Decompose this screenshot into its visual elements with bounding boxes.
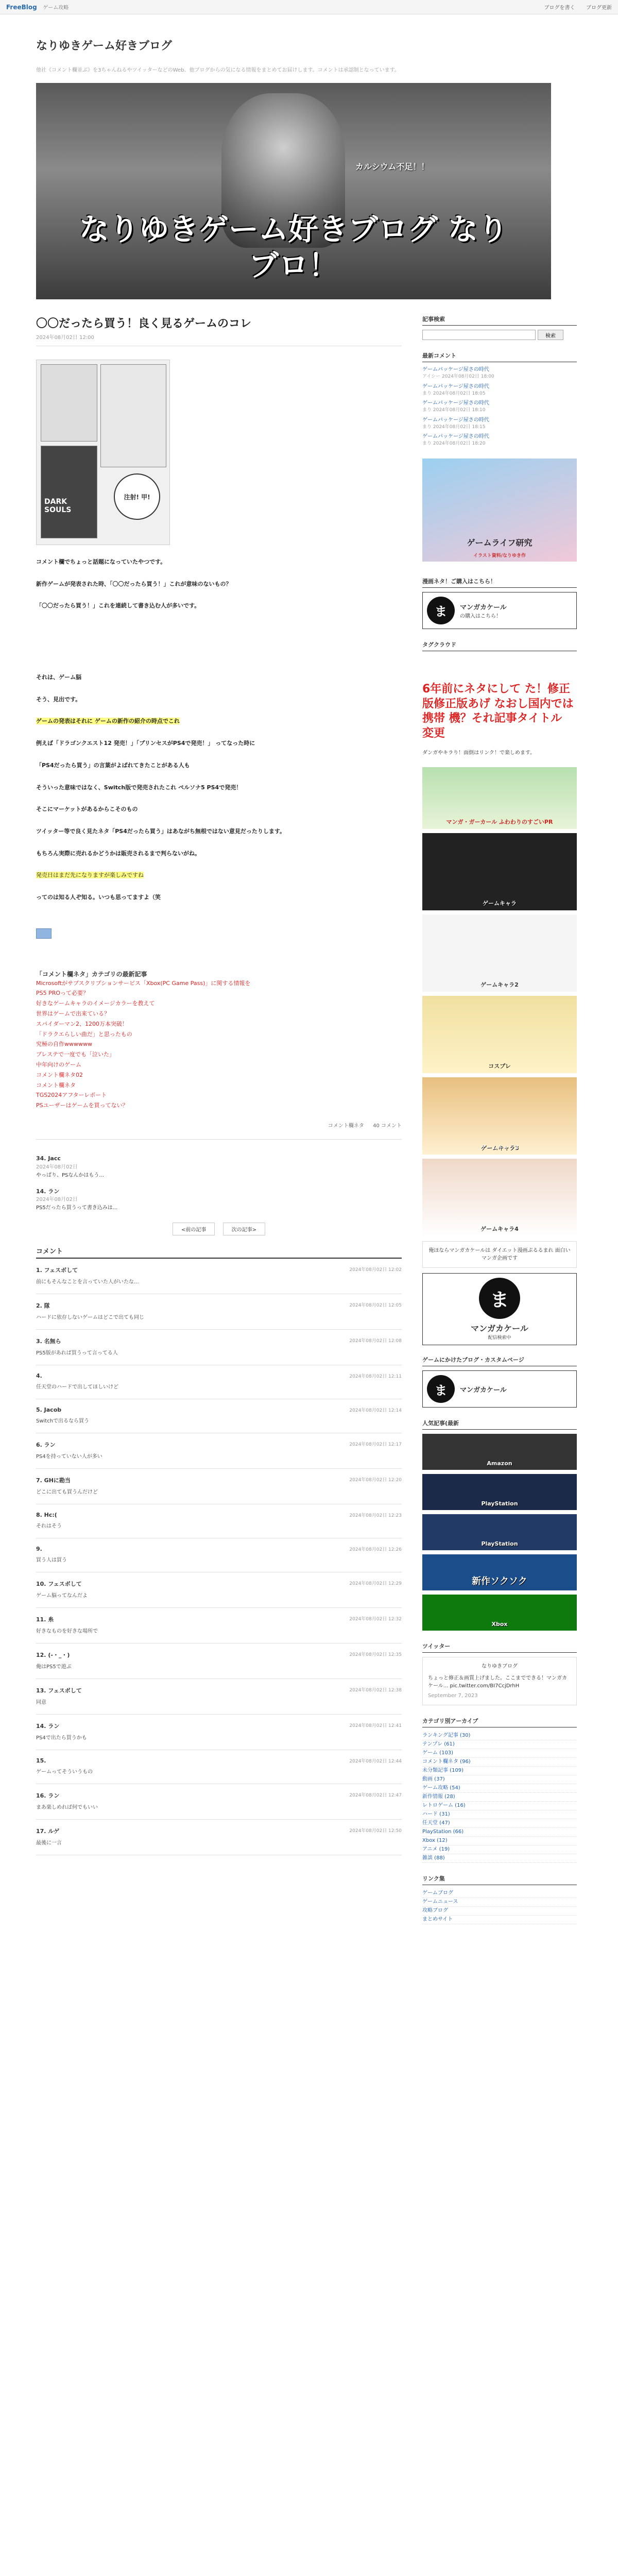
related-title: 「コメント欄ネタ」カテゴリの最新記事 (36, 970, 147, 978)
manga-kakeru-logo-icon: ま (427, 1375, 455, 1403)
ranking-caption: Xbox (491, 1621, 508, 1628)
category-link[interactable]: 動画 (37) (422, 1775, 577, 1784)
recent-comment-item[interactable] (422, 433, 577, 447)
recent-comment-title[interactable]: ゲームパッケージ屋さの時代 (422, 434, 489, 440)
manga-kakeru-large-logo[interactable] (422, 1273, 577, 1345)
ranking-caption: PlayStation (481, 1540, 518, 1548)
trackback-section (36, 1139, 402, 1212)
update-blog-link[interactable]: ブログ更新 (586, 5, 612, 11)
widget-title: タグクラウド (422, 640, 577, 651)
body-paragraph: 「PS4だったら買う」の言葉がよばれてきたことがある人も (36, 761, 190, 769)
comment-date: 2024年08月02日 12:44 (349, 1759, 402, 1765)
widget-title: ゲームにかけたブログ・カスタムページ (422, 1355, 577, 1366)
ranking-caption: 新作ソクソク (472, 1576, 527, 1587)
post-title[interactable]: 〇〇だったら買う！良く見るゲームのコレ (36, 317, 252, 330)
highlighted-text: 発売日はまだ先になりますが楽しみですね (36, 872, 144, 879)
comment-item (36, 1715, 402, 1750)
sidebar-thumbnail[interactable] (422, 914, 577, 992)
recent-comment-item[interactable] (422, 400, 577, 414)
highlight-red-text[interactable]: 6年前にネタにして た！修正版修正版あげ なおし国内では携帯 機？それ記事タイトル 変更 (422, 682, 574, 740)
manga-description: ダンガやキラり！面倒はリンク！で楽しめます。 (422, 750, 536, 756)
post-date: 2024年08月02日 12:00 (36, 333, 402, 346)
comment-author[interactable]: 2. 隊 (36, 1302, 50, 1310)
comment-item (36, 1294, 402, 1330)
trackback-text: PS5だったら買うって書き込みは... (36, 1205, 118, 1211)
sidebar-thumbnail[interactable] (422, 833, 577, 910)
comment-date: 2024年08月02日 12:35 (349, 1652, 402, 1658)
game-life-banner[interactable] (422, 459, 577, 562)
sidebar-thumbnail[interactable] (422, 996, 577, 1073)
body-paragraph (36, 871, 402, 880)
hero-banner[interactable] (36, 83, 551, 299)
comment-item (36, 1643, 402, 1679)
body-paragraph: 新作ゲームが発表された時、「〇〇だったら買う！」これが意味のないもの？ (36, 580, 232, 587)
comments-heading: コメント (36, 1246, 402, 1259)
comment-item (36, 1679, 402, 1715)
post-pager (36, 1223, 402, 1235)
blogroll-link[interactable]: 攻略ブログ (422, 1907, 577, 1916)
comment-date: 2024年08月02日 12:41 (349, 1723, 402, 1729)
category-link[interactable]: レトロゲーム (16) (422, 1802, 577, 1810)
body-paragraph (36, 717, 402, 726)
recent-comment-title[interactable]: ゲームパッケージ屋さの時代 (422, 367, 489, 372)
tag-cloud-widget (422, 640, 577, 756)
next-post-button[interactable]: 次の記事> (223, 1223, 265, 1235)
comment-text: PS5版があれば買うって言ってる人 (36, 1350, 118, 1357)
body-paragraph: ツイッター等で良く見たネタ「PS4だったら買う」はあながち無根ではない意見だったりします。 (36, 827, 285, 835)
comment-date: 2024年08月02日 12:50 (349, 1828, 402, 1834)
recent-comment-title[interactable]: ゲームパッケージ屋さの時代 (422, 400, 489, 406)
comment-item (36, 1820, 402, 1855)
comment-date: 2024年08月02日 12:05 (349, 1303, 402, 1309)
comment-author[interactable]: 13. フェスボして (36, 1687, 82, 1694)
related-link[interactable]: TGS2024アフターレポート (36, 1092, 107, 1099)
related-link[interactable]: プレステで一度でも「泣いた」 (36, 1051, 115, 1058)
category-link[interactable]: 任天堂 (47) (422, 1819, 577, 1828)
comment-date: 2024年08月02日 12:32 (349, 1617, 402, 1622)
thumbnail-caption: コスプレ (488, 1063, 511, 1070)
gaming-banner[interactable] (422, 1370, 577, 1408)
recent-comment-item[interactable] (422, 383, 577, 397)
ranking-item[interactable] (422, 1514, 577, 1550)
recent-comment-meta: まり 2024年08月02日 18:10 (422, 408, 486, 413)
links-widget (422, 1874, 577, 1924)
recent-comment-title[interactable]: ゲームパッケージ屋さの時代 (422, 417, 489, 423)
category-link[interactable]: コメント欄ネタ (96) (422, 1758, 577, 1767)
related-link[interactable]: コメント欄ネタ02 (36, 1071, 83, 1078)
comment-item (36, 1572, 402, 1608)
comment-author[interactable]: 14. ラン (36, 1723, 60, 1730)
comment-text: 任天堂のハードで出してほしいけど (36, 1384, 118, 1391)
related-link[interactable]: 中年向けのゲーム (36, 1061, 81, 1068)
widget-title: 最新コメント (422, 351, 577, 362)
top-bar (0, 0, 618, 14)
twitter-widget (422, 1642, 577, 1705)
ranking-widget (422, 1419, 577, 1631)
recent-comments-widget (422, 351, 577, 447)
broken-image-icon (36, 928, 52, 939)
related-link[interactable]: Microsoftがサブスクリプションサービス「Xbox(PC Game Pass)」に関する情報を (36, 979, 251, 987)
category-link[interactable]: テンプレ (61) (422, 1740, 577, 1749)
comment-author[interactable]: 6. ラン (36, 1442, 56, 1449)
comment-text: 前にもそんなことを言っていた人がいたな... (36, 1279, 139, 1285)
hero-title: なりゆきゲーム好きブログ なりブロ！ (79, 212, 508, 283)
comment-author[interactable]: 5. Jacob (36, 1406, 62, 1414)
manga-kakeru-sub: の購入はこちら！ (460, 613, 501, 619)
related-link[interactable]: PSユーザーはゲームを買ってない？ (36, 1102, 128, 1109)
manga-image (36, 360, 170, 545)
sidebar-thumbnail[interactable] (422, 767, 577, 829)
search-widget (422, 315, 577, 340)
comment-date: 2024年08月02日 12:38 (349, 1688, 402, 1693)
ranking-item[interactable] (422, 1434, 577, 1470)
tweet-card[interactable] (422, 1657, 577, 1705)
speech-bubble: 注射! 甲! (114, 473, 160, 520)
trackback-name[interactable]: 14. ラン (36, 1188, 60, 1195)
recent-comment-meta: まり 2024年08月02日 18:05 (422, 391, 486, 396)
comment-item (36, 1365, 402, 1399)
comment-item (36, 1469, 402, 1504)
blog-service-logo[interactable]: FreeBlog (6, 4, 37, 11)
body-paragraph: そこにマーケットがあるからこそのもの (36, 806, 138, 813)
comment-author[interactable]: 3. 名無ら (36, 1338, 61, 1345)
manga-kakeru-name: マンガカケール (460, 603, 507, 612)
prev-post-button[interactable]: <前の記事 (173, 1223, 215, 1235)
comment-date: 2024年08月02日 12:29 (349, 1581, 402, 1587)
category-link[interactable]: ゲーム (103) (422, 1749, 577, 1758)
category-link[interactable]: ランキング記事 (30) (422, 1732, 577, 1740)
comment-text: どこに出ても買うんだけど (36, 1489, 98, 1496)
manga-kakeru-banner[interactable] (422, 592, 577, 629)
comment-date: 2024年08月02日 12:23 (349, 1513, 402, 1519)
search-input[interactable] (422, 330, 536, 340)
comment-author[interactable]: 17. ルゲ (36, 1828, 60, 1835)
category-link[interactable]: アニメ (19) (422, 1845, 577, 1854)
related-link[interactable]: コメント欄ネタ (36, 1081, 76, 1089)
thumbnail-caption: ゲームキャラ4 (480, 1226, 519, 1233)
related-link[interactable]: PS5 PROって必要？ (36, 990, 89, 997)
recent-comment-meta: まり 2024年08月02日 18:15 (422, 424, 486, 430)
comment-text: Switchで出るなら買う (36, 1418, 90, 1425)
related-link[interactable]: 好きなゲームキャラのイメージカラーを教えて (36, 1000, 155, 1007)
twitter-user[interactable]: なりゆきブログ (482, 1664, 518, 1670)
comment-author[interactable]: 8. Hc:( (36, 1512, 57, 1519)
comments-list (36, 1259, 402, 1855)
recent-comment-item[interactable] (422, 417, 577, 431)
comment-author[interactable]: 4. (36, 1372, 42, 1380)
comment-text: ゲームってそういうもの (36, 1769, 93, 1775)
body-paragraph: もちろん実際に売れるかどうかは販売されるまで判らないがね。 (36, 850, 200, 857)
comment-date: 2024年08月02日 12:17 (349, 1442, 402, 1448)
comment-text: 俺はPS5で遊ぶ (36, 1664, 72, 1670)
banner-subcaption: イラスト資料/なりゆき作 (473, 553, 526, 558)
blogroll-link[interactable]: ゲームニュース (422, 1898, 577, 1907)
widget-title: カテゴリ別アーカイブ (422, 1717, 577, 1727)
comment-date: 2024年08月02日 12:47 (349, 1793, 402, 1799)
category-link[interactable]: 新作情報 (28) (422, 1793, 577, 1802)
category-link[interactable]: 未分類記事 (109) (422, 1767, 577, 1775)
category-link[interactable]: 雑談 (88) (422, 1854, 577, 1863)
manga-widget (422, 577, 577, 629)
banner-caption: ゲームライフ研究 (467, 537, 533, 548)
widget-title: リンク集 (422, 1874, 577, 1885)
comment-date: 2024年08月02日 12:11 (349, 1374, 402, 1380)
comment-author[interactable]: 16. ラン (36, 1792, 60, 1800)
comment-author[interactable]: 11. 糸 (36, 1616, 54, 1623)
comment-date: 2024年08月02日 12:20 (349, 1478, 402, 1483)
widget-title: 人気記事(最新 (422, 1419, 577, 1430)
thumbnail-caption: ゲームキャラ (483, 900, 517, 907)
comment-author[interactable]: 10. フェスボして (36, 1581, 82, 1588)
ranking-item[interactable] (422, 1595, 577, 1631)
recent-comment-item[interactable] (422, 366, 577, 380)
comment-text: 買う人は買う (36, 1557, 67, 1564)
comment-date: 2024年08月02日 12:02 (349, 1267, 402, 1273)
manga-panel-dark: DARK SOULS (41, 446, 97, 538)
body-paragraph: 例えば「ドラゴンクエスト12 発売！」「プリンセスがPS4で発売！」 ってなった時に (36, 740, 255, 747)
comment-item (36, 1784, 402, 1820)
comment-text: 同意 (36, 1700, 46, 1706)
main-column (36, 315, 402, 1936)
manga-kakeru-text-box[interactable]: 俺ほならマンガカケールは ダイエット漫画ぷるるまれ 面白いマンガ企画です (422, 1241, 577, 1268)
category-widget (422, 1717, 577, 1863)
comment-item (36, 1433, 402, 1469)
comment-text: ゲーム脳ってなんだよ (36, 1593, 88, 1599)
trackback-name[interactable]: 34. Jacc (36, 1155, 61, 1162)
widget-title: 記事検索 (422, 315, 577, 326)
recent-comment-meta: まり 2024年08月02日 18:20 (422, 441, 486, 447)
comment-author[interactable]: 7. GHに勘当 (36, 1477, 71, 1484)
comment-text: それはそう (36, 1523, 62, 1530)
comment-text: PS4を持っていない人が多い (36, 1454, 102, 1460)
comment-item (36, 1608, 402, 1643)
trackback-text: やっぱり、PSなんかはもう... (36, 1172, 104, 1178)
comment-text: 好きなものを好きな場所で (36, 1629, 98, 1635)
ranking-item[interactable] (422, 1554, 577, 1590)
gaming-widget (422, 1355, 577, 1408)
ranking-caption: PlayStation (481, 1500, 518, 1507)
comment-item (36, 1504, 402, 1538)
trackback-item (36, 1187, 402, 1213)
sidebar-thumbnail[interactable] (422, 1077, 577, 1155)
manga-kakeru-status: 配信検索中 (488, 1335, 511, 1341)
related-link[interactable]: 究極の自作wwwwww (36, 1041, 92, 1048)
comment-author[interactable]: 15. (36, 1757, 46, 1765)
manga-kakeru-name: マンガカケール (471, 1324, 528, 1334)
ranking-caption: Amazon (487, 1460, 512, 1467)
ranking-item[interactable] (422, 1474, 577, 1510)
body-paragraph: コメント欄でちょっと話題になっていたやつです。 (36, 558, 166, 565)
post-actions (36, 1121, 402, 1129)
recent-comment-meta: アイシー 2024年08月02日 18:00 (422, 374, 494, 379)
category-link[interactable]: ゲーム攻略 (54) (422, 1784, 577, 1793)
comment-author[interactable]: 12. (-・_・) (36, 1652, 70, 1659)
tweet-text: ちょっと修正＆画質上げました。ここまでできる！マンガカケール... pic.twitter.com/BI7CcjDrhH (428, 1675, 567, 1689)
body-paragraph: 「〇〇だったら買う！」これを連続して書き込む人が多いです。 (36, 602, 200, 609)
thumbnail-caption: ゲームキャラ3 (480, 1144, 519, 1151)
trackback-date: 2024年08月02日 (36, 1164, 78, 1170)
trackback-item (36, 1154, 402, 1180)
comment-item (36, 1259, 402, 1294)
category-link[interactable]: PlayStation (66) (422, 1828, 577, 1837)
body-paragraph: それは、ゲーム脳 (36, 674, 81, 681)
blogroll-link[interactable]: まとめサイト (422, 1916, 577, 1924)
manga-panel (100, 364, 166, 467)
comment-item (36, 1750, 402, 1784)
category-link[interactable]: コメント欄ネタ (328, 1123, 364, 1129)
post-body (36, 557, 402, 903)
body-paragraph: ってのは知る人ぞ知る。いつも思ってますよ（笑 (36, 893, 161, 901)
body-paragraph: そういった意味ではなく、Switch版で発売されたこれ ペルソナ5 PS4で発売！ (36, 784, 242, 791)
comment-date: 2024年08月02日 12:14 (349, 1408, 402, 1414)
blog-title[interactable]: なりゆきゲーム好きブログ (36, 40, 173, 53)
body-paragraph: そう、見出です。 (36, 696, 81, 703)
sidebar-thumbnail[interactable] (422, 1159, 577, 1236)
widget-title: 漫画ネタ！ご購入はこちら！ (422, 577, 577, 588)
search-button[interactable]: 検索 (538, 330, 563, 340)
trackback-date: 2024年08月02日 (36, 1197, 78, 1203)
manga-panel (41, 364, 97, 442)
widget-title: ツイッター (422, 1642, 577, 1653)
tweet-date: September 7, 2023 (428, 1693, 478, 1699)
hero-subtitle: カルシウム不足！！ (355, 162, 430, 172)
related-link[interactable]: スパイダーマン2、1200万本突破！ (36, 1020, 128, 1027)
comment-text: 最後に一言 (36, 1840, 62, 1846)
manga-kakeru-logo-icon: ま (427, 597, 455, 624)
related-link[interactable]: 「ドラクエらしい曲だ」と思ったもの (36, 1030, 132, 1038)
related-link[interactable]: 世界はゲームで出来ている？ (36, 1010, 110, 1018)
thumbnail-caption: ゲームキャラ2 (480, 981, 519, 989)
blogroll-link[interactable]: ゲームブログ (422, 1889, 577, 1898)
comment-text: ハードに依存しないゲームはどこで出ても同じ (36, 1315, 144, 1321)
thumbnail-caption: マンガ・ガーカール ふわわりのすごいPR (446, 819, 553, 826)
related-articles (36, 970, 402, 1111)
comment-text: PS4で出たら買うかも (36, 1735, 87, 1741)
category-link[interactable]: ハード (31) (422, 1810, 577, 1819)
comment-item (36, 1538, 402, 1572)
comment-author[interactable]: 1. フェスボして (36, 1267, 78, 1274)
gaming-banner-name: マンガカケール (460, 1386, 507, 1394)
comment-date: 2024年08月02日 12:26 (349, 1547, 402, 1553)
comment-item (36, 1330, 402, 1365)
blog-description: 他社《コメント欄並ぶ》を3ちゃんねるやツイッターなどのWeb、他ブログからの気になる情報をまとめてお届けします。コメントは承認制となっています。 (36, 67, 400, 73)
blog-category-label[interactable]: ゲーム攻略 (43, 5, 69, 11)
recent-comment-title[interactable]: ゲームパッケージ屋さの時代 (422, 383, 489, 389)
highlighted-text: ゲームの発表はそれに ゲームの新作の紹介の時点でこれ (36, 718, 180, 725)
comment-count-link[interactable]: 40 コメント (373, 1123, 402, 1129)
sidebar (422, 315, 577, 1936)
comment-text: まあ楽しめれば何でもいい (36, 1805, 98, 1811)
manga-kakeru-logo-icon: ま (479, 1278, 520, 1319)
comment-date: 2024年08月02日 12:08 (349, 1338, 402, 1344)
category-link[interactable]: Xbox (12) (422, 1837, 577, 1845)
write-blog-link[interactable]: ブログを書く (544, 5, 575, 11)
comment-item (36, 1399, 402, 1433)
comment-author[interactable]: 9. (36, 1546, 42, 1553)
